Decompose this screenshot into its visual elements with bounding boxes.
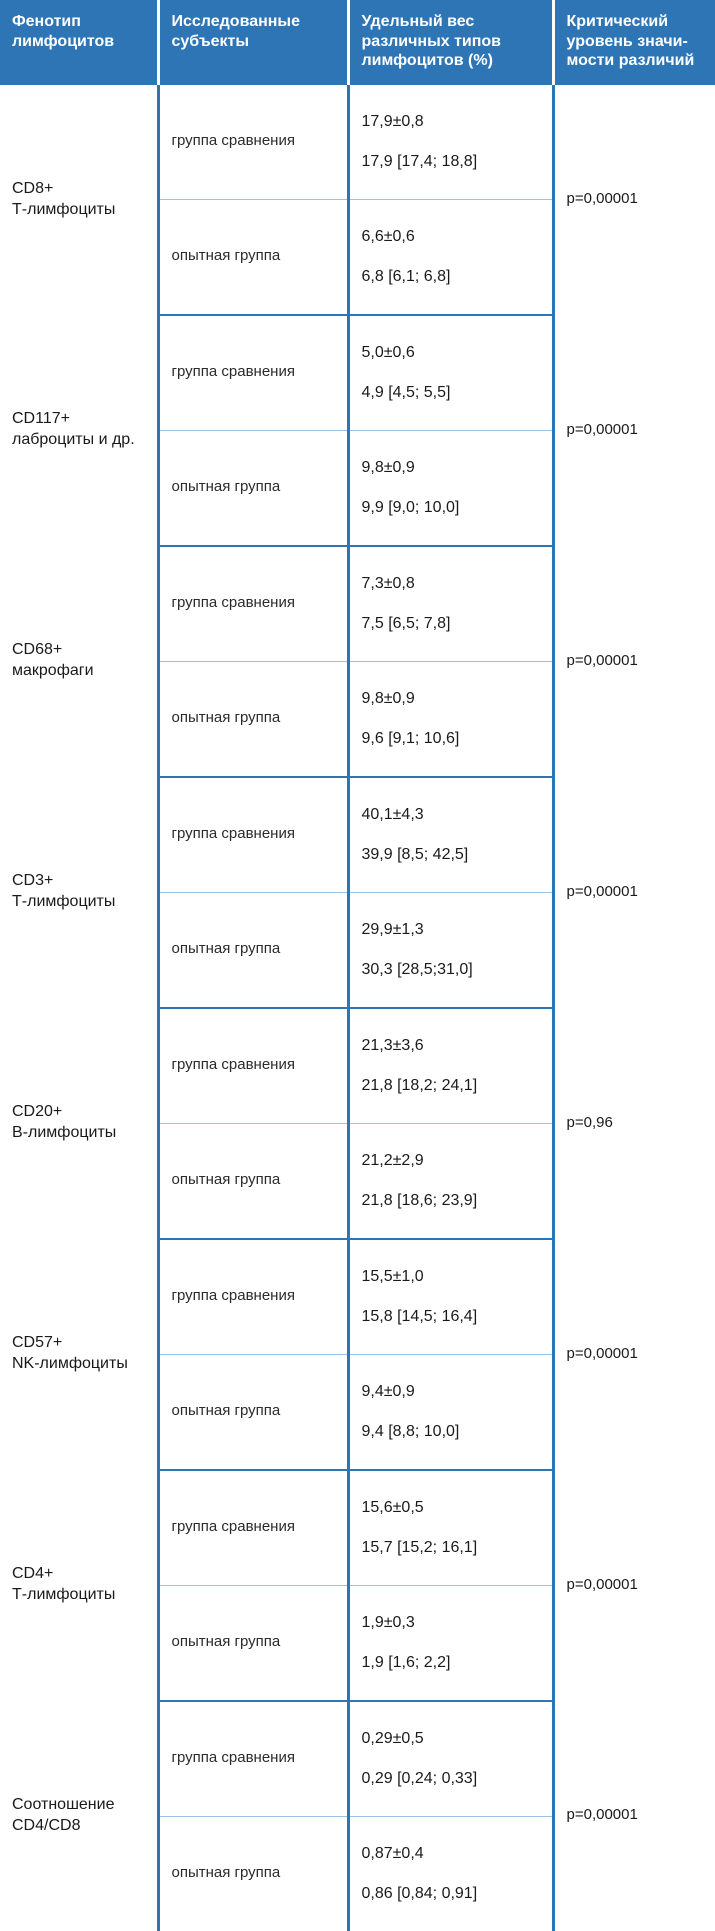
cell-weight-experimental	[348, 1123, 553, 1239]
table-row	[0, 546, 715, 662]
phenotype-line-1: CD68+	[12, 641, 63, 659]
table-row	[0, 1008, 715, 1124]
cell-subject-experimental: опытная группа	[158, 199, 348, 315]
value-median: 0,86 [0,84; 0,91]	[361, 1884, 478, 1902]
value-mean: 40,1±4,3	[361, 805, 424, 823]
table-row	[0, 1239, 715, 1355]
cell-phenotype	[0, 1701, 158, 1931]
cell-subject-experimental: опытная группа	[158, 1123, 348, 1239]
value-median: 9,6 [9,1; 10,6]	[361, 729, 460, 747]
phenotype-line-1: CD3+	[12, 872, 54, 890]
cell-significance: p=0,00001	[553, 1239, 715, 1470]
cell-weight-experimental	[348, 199, 553, 315]
value-median: 0,29 [0,24; 0,33]	[361, 1769, 478, 1787]
value-mean: 21,3±3,6	[361, 1036, 424, 1054]
cell-phenotype	[0, 546, 158, 777]
value-mean: 29,9±1,3	[361, 920, 424, 938]
cell-weight-experimental	[348, 1585, 553, 1701]
value-median: 4,9 [4,5; 5,5]	[361, 383, 451, 401]
cell-subject-experimental: опытная группа	[158, 1816, 348, 1931]
cell-weight-comparison	[348, 1239, 553, 1355]
cell-weight-experimental	[348, 1354, 553, 1470]
cell-weight-experimental	[348, 661, 553, 777]
cell-weight-experimental	[348, 892, 553, 1008]
cell-subject-experimental: опытная группа	[158, 661, 348, 777]
cell-phenotype	[0, 1470, 158, 1701]
value-median: 7,5 [6,5; 7,8]	[361, 614, 451, 632]
column-header-weight: Удельный вес различных типов лимфоцитов (%)	[348, 0, 553, 85]
phenotype-line-1: CD4+	[12, 1565, 54, 1583]
cell-weight-comparison	[348, 1701, 553, 1817]
cell-subject-comparison: группа сравнения	[158, 1470, 348, 1586]
value-mean: 17,9±0,8	[361, 112, 424, 130]
cell-subject-comparison: группа сравнения	[158, 1008, 348, 1124]
value-median: 9,4 [8,8; 10,0]	[361, 1422, 460, 1440]
cell-phenotype	[0, 1008, 158, 1239]
table-header-row	[0, 0, 715, 85]
value-mean: 21,2±2,9	[361, 1151, 424, 1169]
table-row	[0, 777, 715, 893]
cell-significance: p=0,96	[553, 1008, 715, 1239]
value-mean: 0,87±0,4	[361, 1844, 424, 1862]
phenotype-line-2: Т-лимфоциты	[12, 200, 116, 218]
cell-significance: p=0,00001	[553, 1701, 715, 1931]
column-header-phenotype: Фенотип лимфоцитов	[0, 0, 158, 85]
table-row	[0, 315, 715, 431]
cell-weight-comparison	[348, 546, 553, 662]
cell-weight-comparison	[348, 85, 553, 200]
phenotype-line-2: В-лимфоциты	[12, 1124, 117, 1142]
cell-weight-comparison	[348, 1470, 553, 1586]
value-mean: 1,9±0,3	[361, 1613, 415, 1631]
cell-subject-comparison: группа сравнения	[158, 85, 348, 200]
cell-subject-comparison: группа сравнения	[158, 315, 348, 431]
cell-subject-comparison: группа сравнения	[158, 1239, 348, 1355]
phenotype-line-1: CD8+	[12, 179, 54, 197]
table-row	[0, 85, 715, 200]
phenotype-line-2: Т-лимфоциты	[12, 1586, 116, 1604]
phenotype-line-1: CD117+	[12, 410, 70, 428]
value-mean: 9,8±0,9	[361, 689, 415, 707]
cell-weight-comparison	[348, 315, 553, 431]
value-median: 1,9 [1,6; 2,2]	[361, 1653, 451, 1671]
cell-significance: p=0,00001	[553, 1470, 715, 1701]
cell-subject-comparison: группа сравнения	[158, 546, 348, 662]
value-median: 39,9 [8,5; 42,5]	[361, 845, 469, 863]
value-median: 6,8 [6,1; 6,8]	[361, 267, 451, 285]
cell-weight-experimental	[348, 1816, 553, 1931]
value-median: 15,8 [14,5; 16,4]	[361, 1307, 478, 1325]
value-mean: 7,3±0,8	[361, 574, 415, 592]
table-row	[0, 1701, 715, 1817]
cell-phenotype	[0, 315, 158, 546]
value-median: 21,8 [18,6; 23,9]	[361, 1191, 478, 1209]
value-median: 9,9 [9,0; 10,0]	[361, 498, 460, 516]
cell-significance: p=0,00001	[553, 85, 715, 315]
cell-weight-experimental	[348, 430, 553, 546]
value-mean: 0,29±0,5	[361, 1729, 424, 1747]
cell-weight-comparison	[348, 777, 553, 893]
cell-subject-experimental: опытная группа	[158, 1585, 348, 1701]
value-median: 17,9 [17,4; 18,8]	[361, 152, 478, 170]
phenotype-line-2: Т-лимфоциты	[12, 893, 116, 911]
value-mean: 9,4±0,9	[361, 1382, 415, 1400]
phenotype-line-2: лаброциты и др.	[12, 431, 135, 449]
cell-phenotype	[0, 1239, 158, 1470]
phenotype-line-1: CD20+	[12, 1103, 63, 1121]
cell-subject-comparison: группа сравнения	[158, 777, 348, 893]
phenotype-line-1: CD57+	[12, 1334, 63, 1352]
cell-significance: p=0,00001	[553, 315, 715, 546]
table-header	[0, 0, 715, 85]
cell-subject-experimental: опытная группа	[158, 1354, 348, 1470]
value-median: 30,3 [28,5;31,0]	[361, 960, 473, 978]
table-row	[0, 1470, 715, 1586]
cell-significance: p=0,00001	[553, 546, 715, 777]
value-mean: 5,0±0,6	[361, 343, 415, 361]
phenotype-line-2: CD4/CD8	[12, 1816, 81, 1834]
cell-subject-experimental: опытная группа	[158, 892, 348, 1008]
phenotype-line-2: макрофаги	[12, 662, 94, 680]
value-mean: 6,6±0,6	[361, 227, 415, 245]
cell-subject-experimental: опытная группа	[158, 430, 348, 546]
cell-phenotype	[0, 85, 158, 315]
value-median: 21,8 [18,2; 24,1]	[361, 1076, 478, 1094]
cell-phenotype	[0, 777, 158, 1008]
table-body	[0, 85, 715, 1931]
phenotype-line-1: Соотношение	[12, 1795, 115, 1813]
phenotype-line-2: NK-лимфоциты	[12, 1355, 128, 1373]
value-mean: 15,6±0,5	[361, 1498, 424, 1516]
cell-weight-comparison	[348, 1008, 553, 1124]
cell-significance: p=0,00001	[553, 777, 715, 1008]
value-mean: 9,8±0,9	[361, 458, 415, 476]
column-header-significance: Критический уровень значи-мости различий	[553, 0, 715, 85]
value-median: 15,7 [15,2; 16,1]	[361, 1538, 478, 1556]
cell-subject-comparison: группа сравнения	[158, 1701, 348, 1817]
value-mean: 15,5±1,0	[361, 1267, 424, 1285]
column-header-subjects: Исследованные субъекты	[158, 0, 348, 85]
